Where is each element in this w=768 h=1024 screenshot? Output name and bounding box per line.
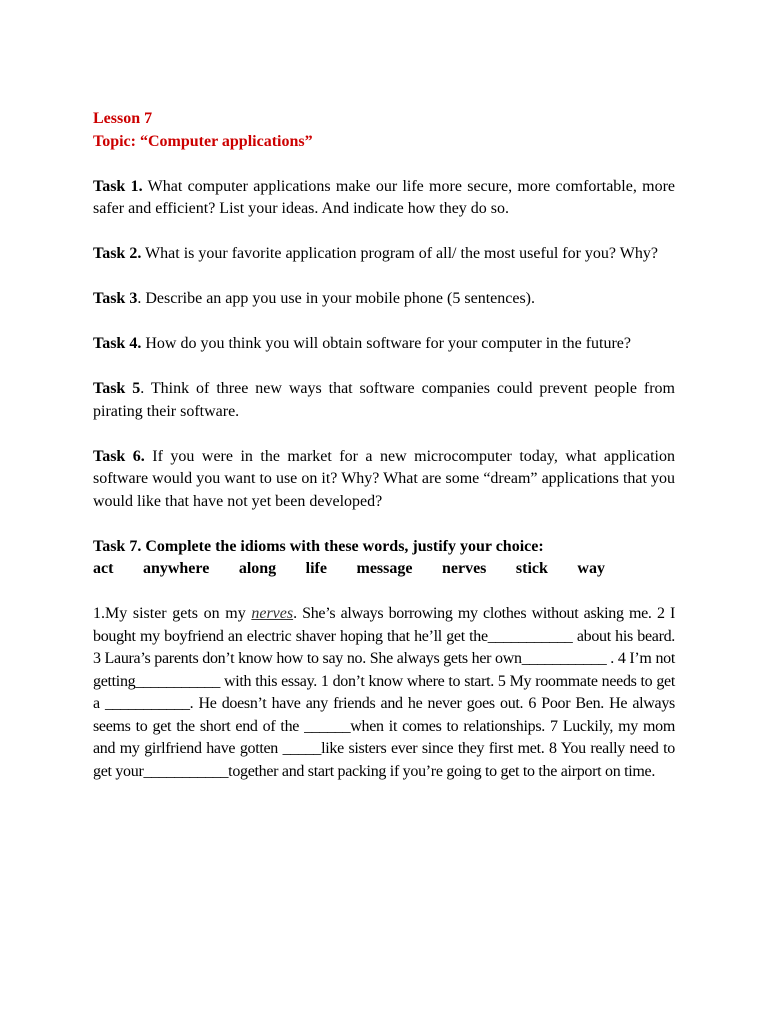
task-3 (93, 288, 675, 311)
task-5-text: . Think of three new ways that software companies could prevent people from pirating their software. (93, 380, 676, 420)
task-4 (93, 333, 675, 356)
task-2-label: Task 2. (93, 245, 142, 262)
task-2-text: What is your favorite application program of all/ the most useful for you? Why? (141, 245, 658, 262)
task-2 (93, 243, 675, 266)
task-1-text: What computer applications make our life more secure, more comfortable, more safer and efficient? List your ideas. And indicate how they do so. (93, 177, 676, 217)
task-5-label: Task 5 (93, 380, 141, 397)
task-6 (93, 446, 675, 514)
word-bank-item: act (93, 560, 114, 577)
example-answer: nerves (251, 605, 294, 622)
topic-title: Topic: “Computer applications” (93, 132, 313, 150)
task-4-label: Task 4. (93, 335, 142, 352)
word-bank (93, 558, 605, 581)
task-7-heading: Task 7. Complete the idioms with these words, justify your choice: (93, 537, 544, 555)
document-page (93, 108, 675, 783)
word-bank-item: along (238, 560, 277, 577)
task-5 (93, 378, 675, 423)
word-bank-item: life (305, 560, 327, 577)
task-1 (93, 176, 675, 221)
task-3-text: . Describe an app you use in your mobile phone (5 sentences). (137, 290, 535, 307)
word-bank-item: anywhere (142, 560, 210, 577)
word-bank-item: stick (515, 560, 548, 577)
exercise-text-rest: . She’s always borrowing my clothes without asking me. 2 I bought my boyfriend an electric shaver hoping that he’ll get the___________ about his beard. 3 Laura’s parents don’t know how to say no. She always gets her own___________ . 4 I’m not getting___________ with this essay. 1 don’t know where to start. 5 My roommate needs to get a ___________. He doesn’t have any friends and he never goes out. 6 Poor Ben. He always seems to get the short end of the ______when it comes to relationships. 7 Luckily, my mom and my girlfriend have gotten _____like sisters ever since they first met. 8 You really need to get your___________together and start packing if you’re going to get to the airport on time. (93, 605, 676, 780)
task-4-text: How do you think you will obtain software for your computer in the future? (141, 335, 631, 352)
task-6-text: If you were in the market for a new microcomputer today, what application software would you want to use on it? Why? What are some “dream” applications that you would like that have not yet been developed? (93, 447, 676, 510)
task-6-label: Task 6. (93, 447, 145, 465)
lesson-title: Lesson 7 (93, 110, 153, 127)
task-1-label: Task 1. (93, 177, 143, 195)
word-bank-item: message (356, 560, 413, 577)
word-bank-item: nerves (441, 560, 487, 577)
task-7-exercise (93, 603, 675, 783)
task-3-label: Task 3 (93, 290, 138, 307)
word-bank-item: way (577, 560, 605, 577)
exercise-text-start: 1.My sister gets on my (93, 605, 252, 622)
